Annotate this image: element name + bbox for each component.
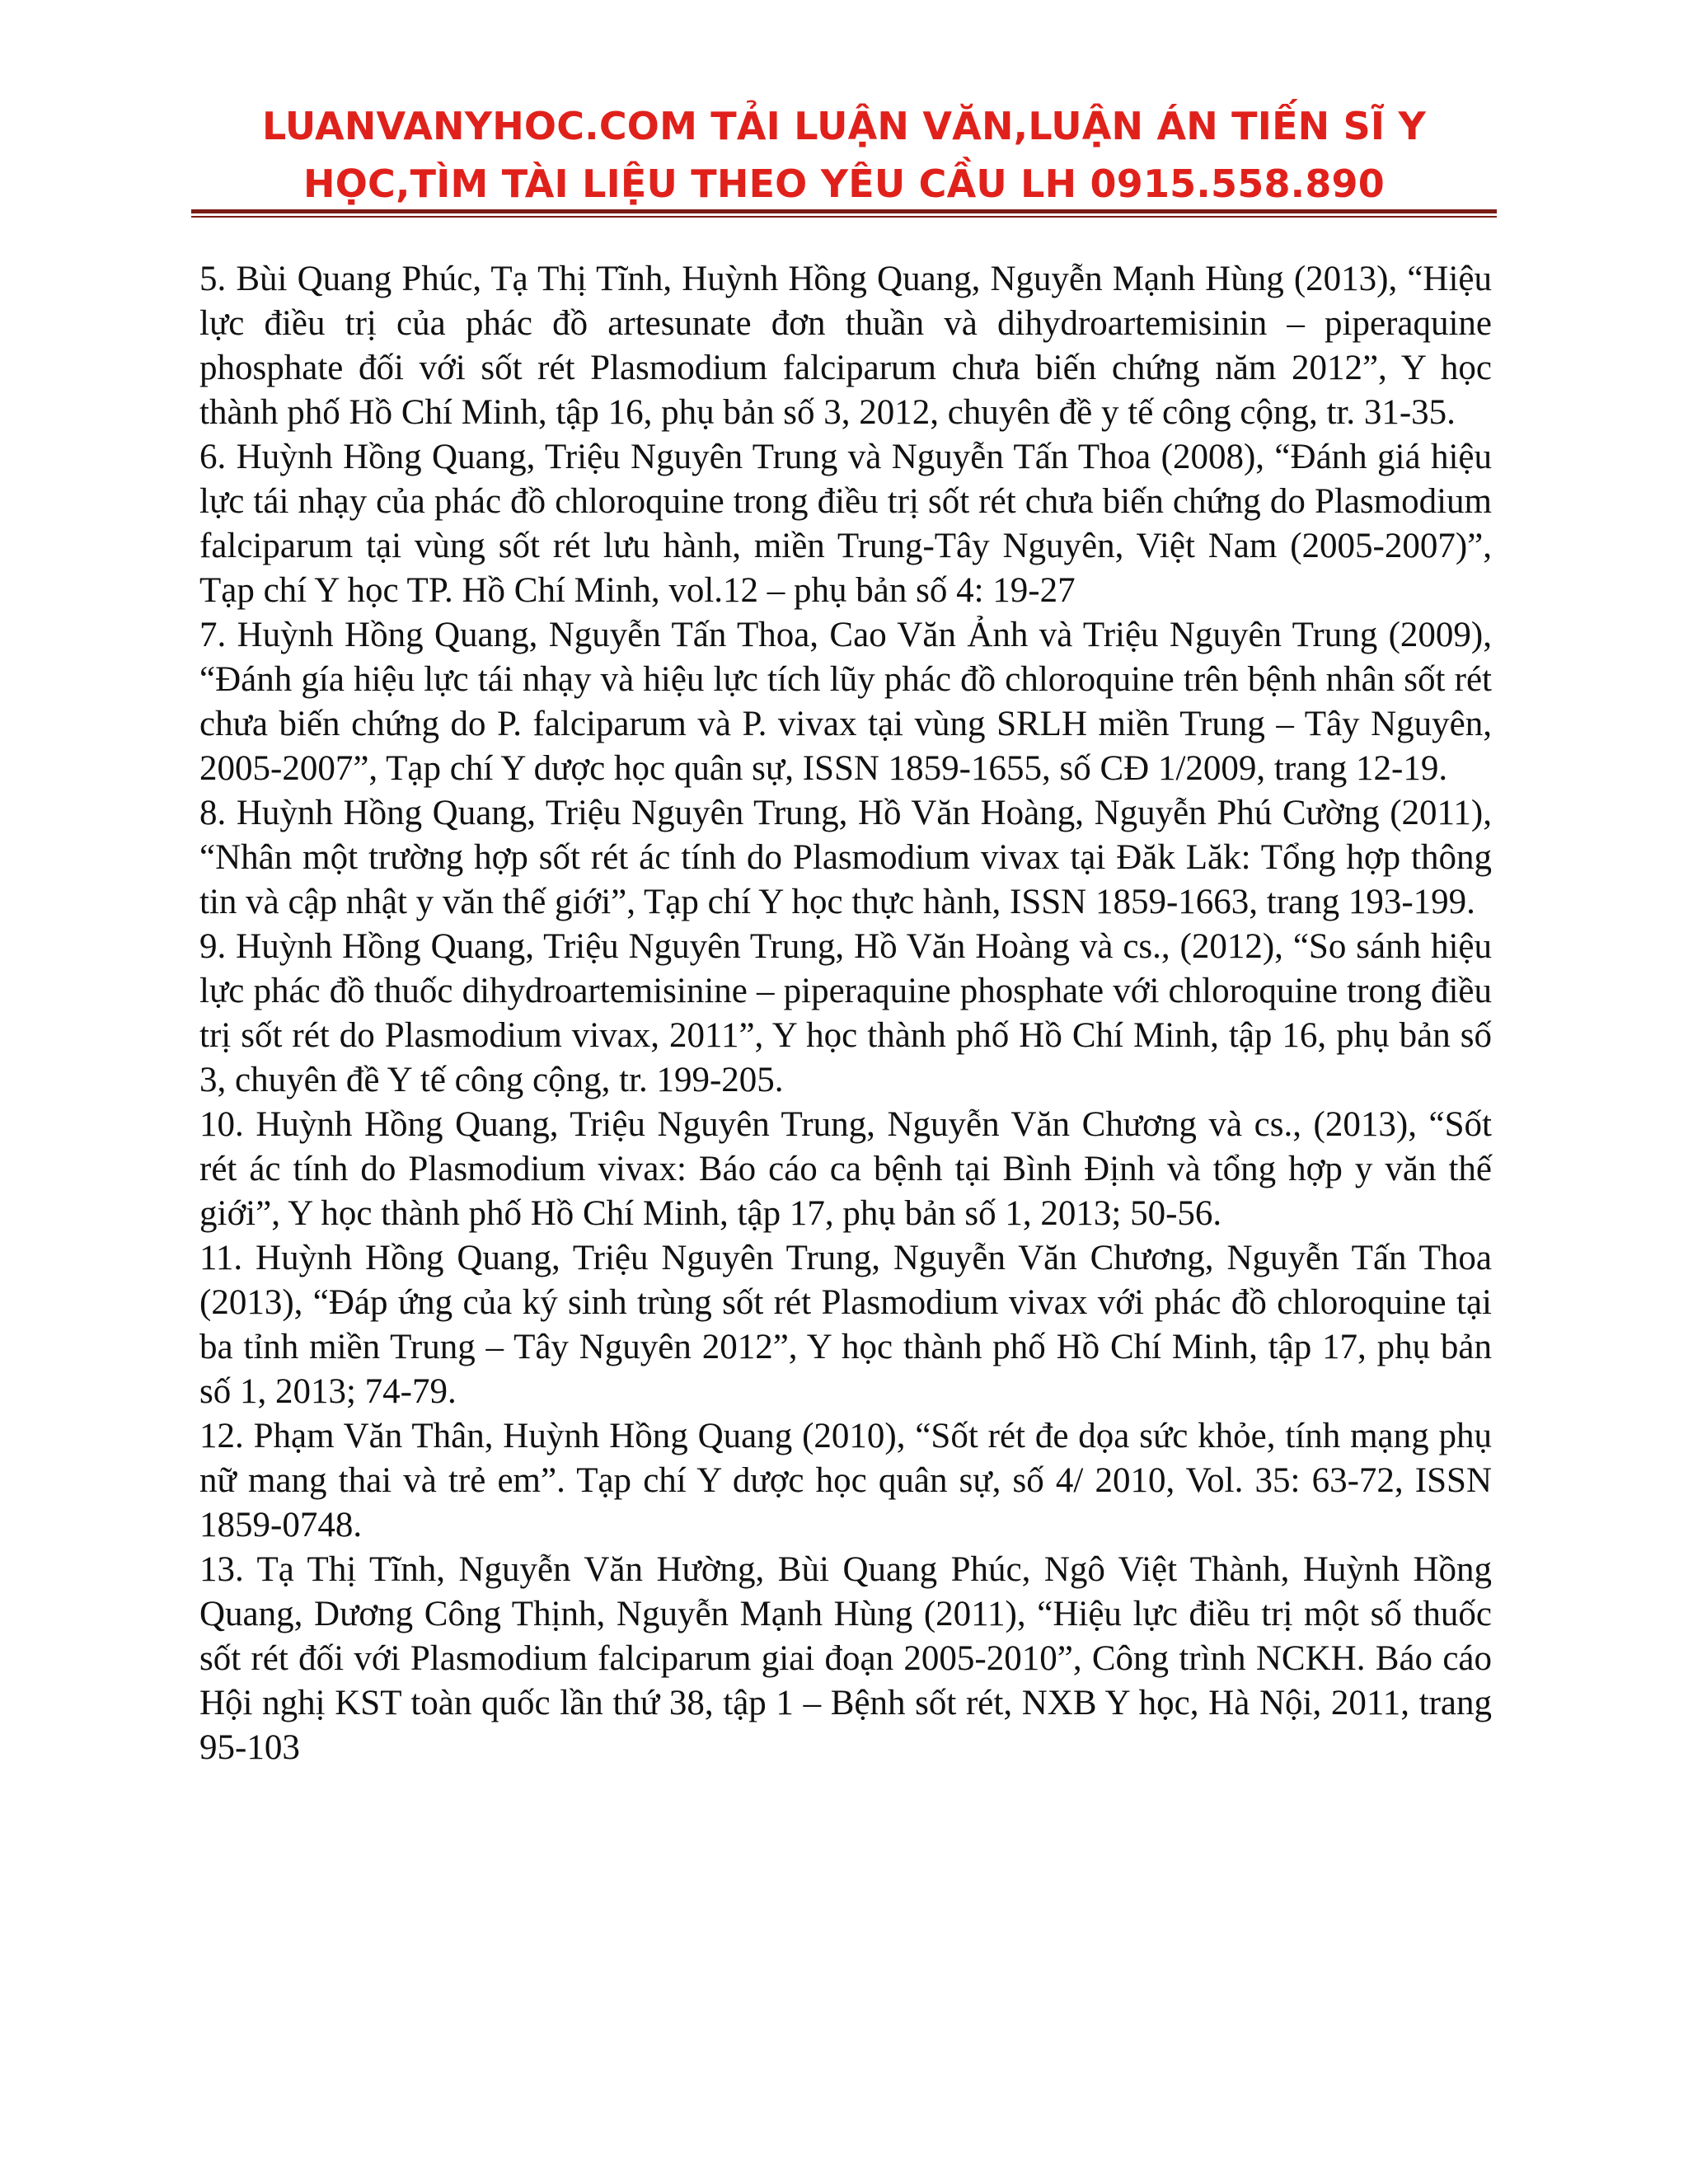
reference-item-10: 10. Huỳnh Hồng Quang, Triệu Nguyên Trung, Nguyễn Văn Chương và cs., (2013), “Sốt rét ác tính do Plasmodium vivax: Báo cáo ca bệnh tại Bình Định và tổng hợp y văn thế giới”, Y học thành phố Hồ Chí Minh, tập 17, phụ bản số 1, 2013; 50-56.	[199, 1105, 1492, 1233]
reference-list	[199, 257, 1492, 1770]
reference-item-8: 8. Huỳnh Hồng Quang, Triệu Nguyên Trung, Hồ Văn Hoàng, Nguyễn Phú Cường (2011), “Nhân một trường hợp sốt rét ác tính do Plasmodium vivax tại Đăk Lăk: Tổng hợp thông tin và cập nhật y văn thế giới”, Tạp chí Y học thực hành, ISSN 1859-1663, trang 193-199.	[199, 794, 1492, 921]
header-divider-thick	[191, 209, 1497, 213]
reference-item-9: 9. Huỳnh Hồng Quang, Triệu Nguyên Trung, Hồ Văn Hoàng và cs., (2012), “So sánh hiệu lực phác đồ thuốc dihydroartemisinine – piperaquine phosphate với chloroquine trong điều trị sốt rét do Plasmodium vivax, 2011”, Y học thành phố Hồ Chí Minh, tập 16, phụ bản số 3, chuyên đề Y tế công cộng, tr. 199-205.	[199, 927, 1492, 1099]
reference-item-13: 13. Tạ Thị Tĩnh, Nguyễn Văn Hường, Bùi Quang Phúc, Ngô Việt Thành, Huỳnh Hồng Quang, Dương Công Thịnh, Nguyễn Mạnh Hùng (2011), “Hiệu lực điều trị một số thuốc sốt rét đối với Plasmodium falciparum giai đoạn 2005-2010”, Công trình NCKH. Báo cáo Hội nghị KST toàn quốc lần thứ 38, tập 1 – Bệnh sốt rét, NXB Y học, Hà Nội, 2011, trang 95-103	[199, 1550, 1492, 1767]
header-line-2: HỌC,TÌM TÀI LIỆU THEO YÊU CẦU LH 0915.558.890	[303, 162, 1385, 206]
header-line-1: LUANVANYHOC.COM TẢI LUẬN VĂN,LUẬN ÁN TIẾN SĨ Y	[262, 104, 1426, 148]
reference-item-12: 12. Phạm Văn Thân, Huỳnh Hồng Quang (2010), “Sốt rét đe dọa sức khỏe, tính mạng phụ nữ mang thai và trẻ em”. Tạp chí Y dược học quân sự, số 4/ 2010, Vol. 35: 63-72, ISSN 1859-0748.	[199, 1417, 1492, 1544]
reference-item-11: 11. Huỳnh Hồng Quang, Triệu Nguyên Trung, Nguyễn Văn Chương, Nguyễn Tấn Thoa (2013), “Đáp ứng của ký sinh trùng sốt rét Plasmodium vivax với phác đồ chloroquine tại ba tỉnh miền Trung – Tây Nguyên 2012”, Y học thành phố Hồ Chí Minh, tập 17, phụ bản số 1, 2013; 74-79.	[199, 1239, 1492, 1411]
reference-item-6: 6. Huỳnh Hồng Quang, Triệu Nguyên Trung và Nguyễn Tấn Thoa (2008), “Đánh giá hiệu lực tái nhạy của phác đồ chloroquine trong điều trị sốt rét chưa biến chứng do Plasmodium falciparum tại vùng sốt rét lưu hành, miền Trung-Tây Nguyên, Việt Nam (2005-2007)”, Tạp chí Y học TP. Hồ Chí Minh, vol.12 – phụ bản số 4: 19-27	[199, 438, 1492, 610]
page-header	[191, 97, 1497, 213]
reference-item-7: 7. Huỳnh Hồng Quang, Nguyễn Tấn Thoa, Cao Văn Ảnh và Triệu Nguyên Trung (2009), “Đánh gía hiệu lực tái nhạy và hiệu lực tích lũy phác đồ chloroquine trên bệnh nhân sốt rét chưa biến chứng do P. falciparum và P. vivax tại vùng SRLH miền Trung – Tây Nguyên, 2005-2007”, Tạp chí Y dược học quân sự, ISSN 1859-1655, số CĐ 1/2009, trang 12-19.	[199, 616, 1492, 788]
header-divider-thin	[191, 216, 1497, 218]
reference-item-5: 5. Bùi Quang Phúc, Tạ Thị Tĩnh, Huỳnh Hồng Quang, Nguyễn Mạnh Hùng (2013), “Hiệu lực điều trị của phác đồ artesunate đơn thuần và dihydroartemisinin – piperaquine phosphate đối với sốt rét Plasmodium falciparum chưa biến chứng năm 2012”, Y học thành phố Hồ Chí Minh, tập 16, phụ bản số 3, 2012, chuyên đề y tế công cộng, tr. 31-35.	[199, 260, 1492, 432]
